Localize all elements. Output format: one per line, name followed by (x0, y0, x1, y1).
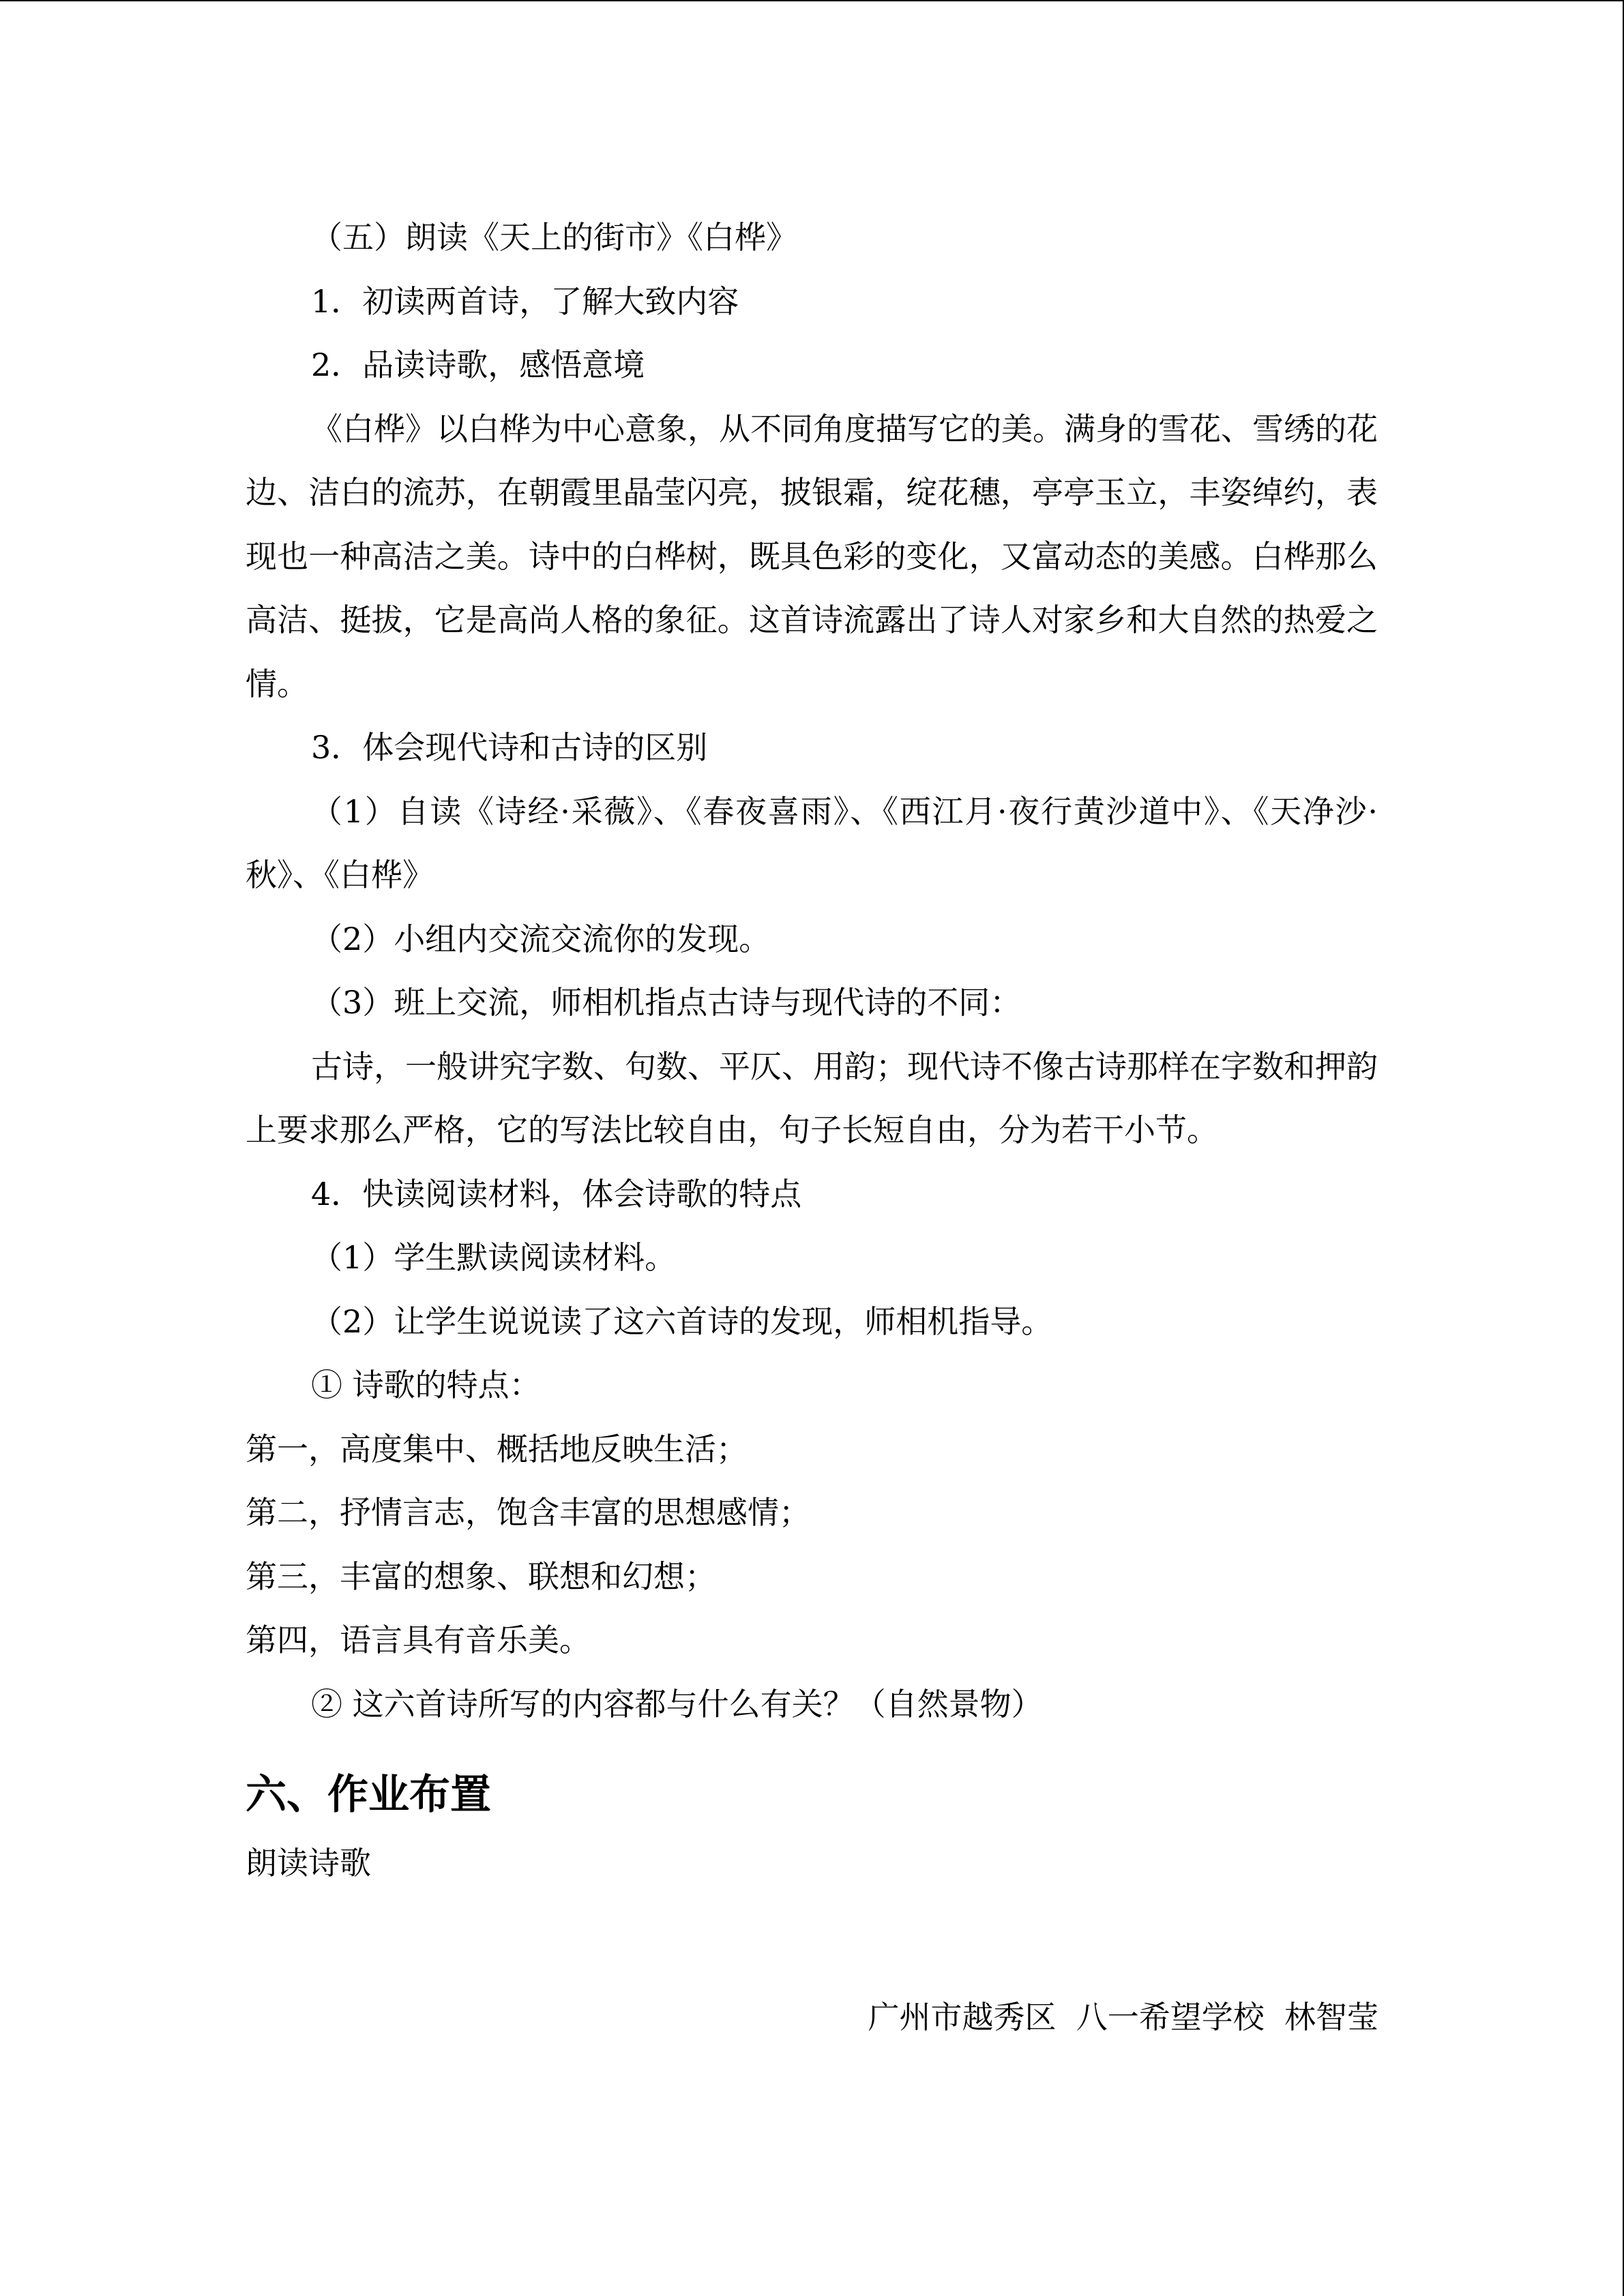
poetry-comparison-paragraph: 古诗，一般讲究字数、句数、平仄、用韵；现代诗不像古诗那样在字数和押韵上要求那么严格，它的写法比较自由，句子长短自由，分为若干小节。 (246, 1047, 1378, 1148)
step-1: 1．初读两首诗，了解大致内容 (311, 282, 739, 320)
step-2: 2．品读诗歌，感悟意境 (311, 346, 645, 383)
step-3-item-3: （3）班上交流，师相机指点古诗与现代诗的不同： (311, 984, 1022, 1021)
author-signature: 广州市越秀区 八一希望学校 林智莹 (868, 1999, 1378, 2036)
step-4-item-1: （1）学生默读阅读材料。 (311, 1239, 677, 1276)
subsection-heading: （五）朗读《天上的街市》《白桦》 (311, 219, 797, 256)
feature-1: 第一，高度集中、概括地反映生活； (246, 1430, 748, 1467)
section-title: 六、作业布置 (246, 1771, 491, 1819)
feature-3: 第三，丰富的想象、联想和幻想； (246, 1557, 716, 1595)
birch-analysis-paragraph: 《白桦》以白桦为中心意象，从不同角度描写它的美。满身的雪花、雪绣的花边、洁白的流苏，在朝霞里晶莹闪亮，披银霜，绽花穗，亭亭玉立，丰姿绰约，表现也一种高洁之美。诗中的白桦树，既具色彩的变化，又富动态的美感。白桦那么高洁、挺拔，它是高尚人格的象征。这首诗流露出了诗人对家乡和大自然的热爱之情。 (246, 410, 1378, 702)
step-3-item-1: （1）自读《诗经·采薇》、《春夜喜雨》、《西江月·夜行黄沙道中》、《天净沙·秋》、《白桦》 (246, 792, 1378, 893)
question-item: ② 这六首诗所写的内容都与什么有关？（自然景物） (311, 1685, 1043, 1723)
feature-4: 第四，语言具有音乐美。 (246, 1622, 591, 1658)
step-4: 4．快读阅读材料，体会诗歌的特点 (311, 1175, 802, 1212)
step-4-item-2: （2）让学生说说读了这六首诗的发现，师相机指导。 (311, 1302, 1053, 1340)
poetry-features-heading: ① 诗歌的特点： (311, 1367, 541, 1403)
homework-content: 朗读诗歌 (246, 1845, 371, 1881)
step-3-item-2: （2）小组内交流交流你的发现。 (311, 920, 771, 957)
feature-2: 第二，抒情言志，饱含丰富的思想感情； (246, 1494, 810, 1531)
document-body (246, 206, 1378, 1896)
step-3: 3．体会现代诗和古诗的区别 (311, 729, 708, 766)
